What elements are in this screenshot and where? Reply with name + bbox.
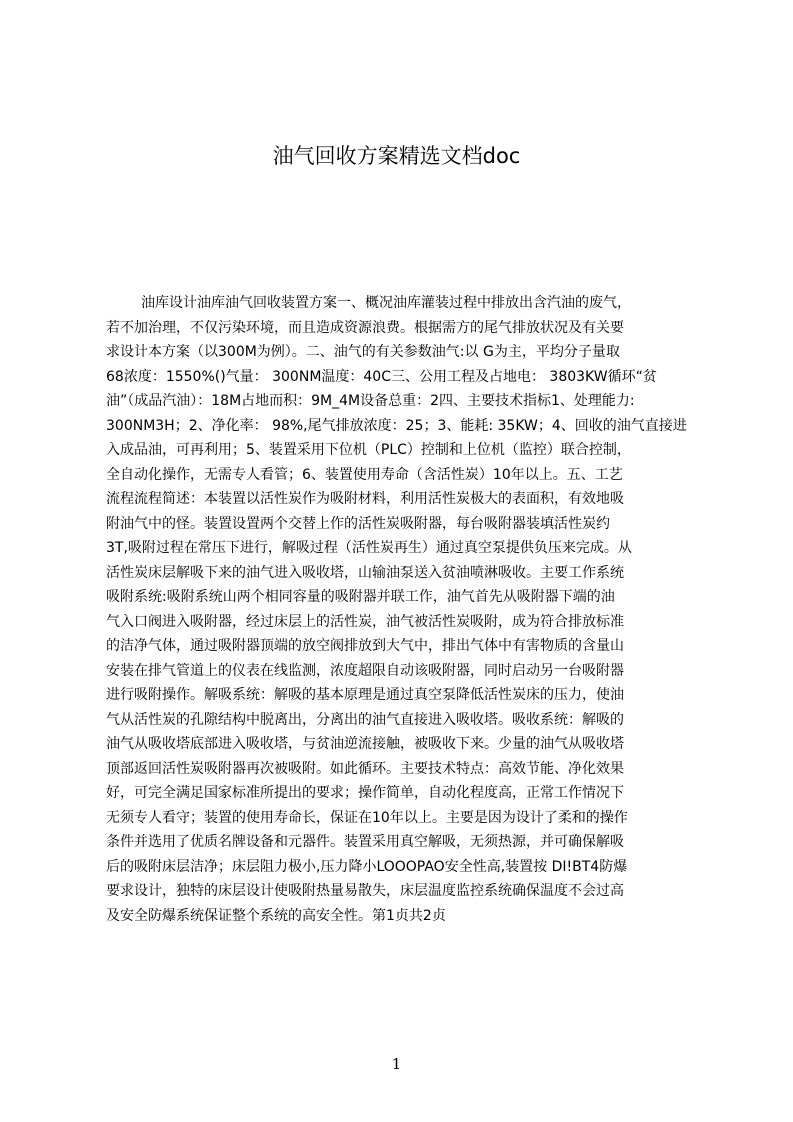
text-line: 活性炭床层解吸下来的油气进入吸收塔，山输油泵送入贫油喷淋吸收。主要工作系统 bbox=[106, 564, 624, 581]
text-line: 全自动化操作，无需专人看管；6、装置使用寿命（含活性炭）10年以上。五、工艺 bbox=[106, 466, 623, 483]
text-line: 顶部返回活性炭吸附器再次被吸附。如此循环。主要技术特点：高效节能、净化效果 bbox=[106, 760, 624, 777]
body-paragraph bbox=[106, 291, 697, 991]
text-line: 条件并选用了优质名牌设备和元器件。装置采用真空解吸，无须热源，并可确保解吸 bbox=[106, 834, 624, 850]
text-line: 油气从吸收塔底部进入吸收塔，与贫油逆流接触，被吸收下来。少量的油气从吸收塔 bbox=[106, 736, 624, 752]
text-line: 68浓度：1550%()气量： 300NM温度：40C三、公用工程及占地电： 3803KW循环“贫 bbox=[106, 368, 657, 385]
text-line: 吸附系统:吸附系统山两个相同容量的吸附器并联工作，油气首先从吸附器下端的油 bbox=[106, 589, 615, 605]
page-number: 1 bbox=[391, 1055, 402, 1073]
text-line: 安装在排气管道上的仪表在线监测，浓度超限自动该吸附器，同时启动另一台吸附器 bbox=[106, 662, 624, 679]
document-title: 油气回收方案精选文档doc bbox=[272, 144, 521, 168]
text-line: 气入口阀进入吸附器，经过床层上的活性炭，油气被活性炭吸附，成为符合排放标准 bbox=[106, 613, 624, 630]
text-line: 气从活性炭的孔隙结构中脱离出，分离出的油气直接进入吸收塔。吸收系统：解吸的 bbox=[106, 711, 624, 728]
text-line: 进行吸附操作。解吸系统：解吸的基本原理是通过真空泵降低活性炭床的压力，使油 bbox=[106, 687, 624, 703]
text-line: 无须专人看守；装置的使用寿命长，保证在10年以上。主要是因为设计了柔和的操作 bbox=[106, 809, 628, 826]
text-line: 300NM3H；2、净化率： 98%,尾气排放浓度：25；3、能耗: 35KW；4、回收的油气直接进 bbox=[106, 417, 687, 434]
text-line: 后的吸附床层洁净；床层阻力极小,压力降小LOOOPAO安全性高,装置按 DI!BT4防爆 bbox=[106, 858, 628, 875]
text-line: 附油气中的怪。装置设置两个交替上作的活性炭吸附器，每台吸附器装填活性炭约 bbox=[106, 515, 610, 532]
text-line: 好，可完全满足国家标准所提出的要求；操作简单，自动化程度高，正常工作情况下 bbox=[106, 785, 624, 801]
text-line: 入成品油，可再利用；5、装置采用下位机（PLC）控制和上位机（监控）联合控制， bbox=[106, 442, 631, 458]
text-line: 的洁净气体，通过吸附器顶端的放空阀排放到大气中，排出气体中有害物质的含量山 bbox=[106, 638, 624, 654]
text-line: 要求设计，独特的床层设计使吸附热量易散失，床层温度监控系统确保温度不会过高 bbox=[106, 883, 624, 899]
text-line: 求设计本方案（以300M为例）。二、油气的有关参数油气:以 G为主，平均分子量取 bbox=[106, 344, 620, 360]
text-line: 及安全防爆系统保证整个系统的高安全性。第1贞共2贞 bbox=[106, 907, 446, 924]
text-line: 油”（成品汽油）：18M占地而积：9M_4M设备总重：2四、主要技术指标1、处理能力: bbox=[106, 393, 635, 409]
text-line: 3T,吸附过程在常压下进行，解吸过程（活性炭再生）通过真空泵提供负压来完成。从 bbox=[106, 540, 632, 556]
text-line: 油库设计油库油气回收装置方案一、概况油库灌装过程中排放出含汽油的废气， bbox=[141, 295, 631, 311]
text-line: 流程流程简述：本装置以活性炭作为吸附材料，利用活性炭极大的表面积，有效地吸 bbox=[106, 491, 624, 507]
text-line: 若不加治理，不仅污染环境，而且造成资源浪费。根据需方的尾气排放状况及有关要 bbox=[106, 319, 624, 336]
